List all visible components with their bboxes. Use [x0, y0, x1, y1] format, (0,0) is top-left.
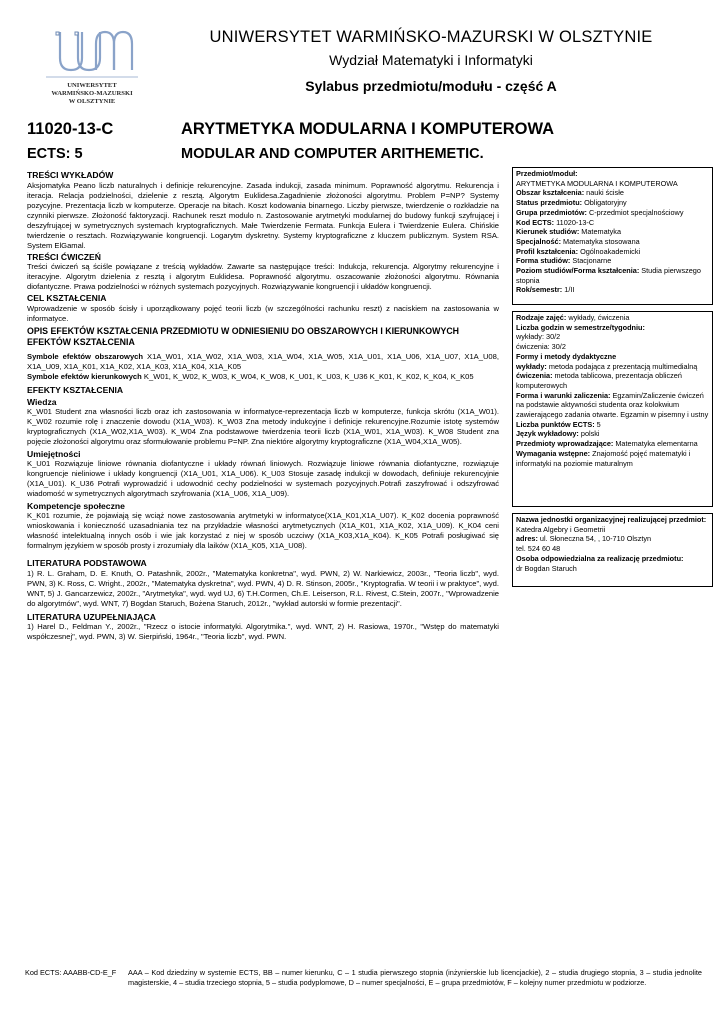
- status-row: [516, 198, 709, 208]
- classes-label: Rodzaje zajęć:: [516, 313, 567, 322]
- study-form-row: [516, 256, 709, 266]
- unit-value: Katedra Algebry i Geometrii: [516, 524, 606, 534]
- lectures-text: Aksjomatyka Peano liczb naturalnych i definicje rekurencyjne. Zasada indukcji, zasada minimum. Poprawność algorytmu. Rekurencja i iteracja. Relacja podzielności, dzielenie z resztą. Algorytm Euklidesa.Zagadnienie złożoności algorytmu. Problem P=NP? Systemy pozycyjne. Prezentacja liczb w komputerze. Operacje na bitach. Koszt kodowania binarnego. Liczby pierwsze, twierdzenie o rozkładzie na czynniki pierwsze. Złożoność faktoryzacji. Rachunek reszt modulo n. Zastosowanie arytmetyki modularnej do budowy funkcji szyfrującej i deszyfrującej w symetrycznych systemach kryptograficznych. Małe Twierdzenie Fermata. Funkcja Eulera i Twierdzenie Eulera. Chińskie twierdzenie o resztach. Rozwiązywanie kongruencji. Logarytm dyskretny. Systemy kryptograficzne z kluczem publicznym. System RSA. System ElGamal.: [27, 180, 499, 250]
- literature-basic-text: 1) R. L. Graham, D. E. Knuth, O. Patashnik, 2002r., "Matematyka konkretna", wyd. PWN, 2) W. Narkiewicz, 2003r., "Teoria liczb", wyd. PWN, 3) K. Ross, C. Wright., 2002r., "Matematyka dyskretna", wyd. PWN, 4) D. R. Stinson, 2005r., "Kryptografia. W teorii i w praktyce", wyd. WNT, 5) J. Gancarzewicz, 2002r., "Arytmetyka", wyd. wyd UJ, 6) T.H.Cormen, Ch.E. Leiserson, R.L. Rivest, C.Stein, 2007r., "Wprowadzenie do algorytmów", wyd. WNT, 7) Bogdan Staruch, Bożena Staruch, 2012r., "wykład autorski w formie prezentacji".: [27, 568, 499, 608]
- level-row: [516, 266, 709, 285]
- methods-label: Formy i metody dydaktyczne: [516, 351, 617, 361]
- subject-value: ARYTMETYKA MODULARNA I KOMPUTEROWA: [516, 178, 678, 188]
- direction-effects-text: K_W01, K_W02, K_W03, K_W04, K_W08, K_U01, K_U03, K_U36 K_K01, K_K02, K_K04, K_K05: [141, 371, 474, 381]
- social-text: K_K01 rozumie, że pojawiają się wciąż nowe zastosowania arytmetyki w informatyce(X1A_K01,X1A_U07). K_K02 docenia poprawność wnioskowania i konieczność uzasadniania tez na przykładzie własności arytmetycznych (X1A_K01, X1A_K02, X1A_U09). K_K04 ceni własność intelektualną innych osób i wie jak korzystać z niej w sposób uczciwy (X1A_K03,X1A_K04). K_K05 Potrafi posługiwać się formalnym językiem w sposób prosty i zrozumiały dla laików (X1A_K05, X1A_U08).: [27, 511, 499, 550]
- skills-text: K_U01 Rozwiązuje liniowe równania diofantyczne i układy równań liniowych. Rozwiązuje liniowe równania diofantyczne, rozwiązuje kongruencje nieliniowe i układy kongruencji (X1A_U01, X1A_U06). K_U03 Stosuje zasadę indukcji w dowodach, definiuje rekurencyjnie (X1A_U01). K_U36 Potrafi wyprowadzić i udowodnić cechy podzielności w systemach pozycyjnych.Potrafi zaszyfrować i odszyfrować wiadomość w symetrycznych algorytmach szyfrowania (X1A_U06, X1A_U09).: [27, 459, 499, 498]
- unit-info-box: [512, 513, 713, 587]
- group-value: C-przedmiot specjalnościowy: [586, 207, 684, 217]
- requirements-row: [516, 449, 709, 468]
- intro-subjects-label: Przedmioty wprowadzające:: [516, 439, 614, 449]
- hours-exercises: ćwiczenia: 30/2: [516, 342, 566, 352]
- methods-exercises-row: [516, 371, 709, 390]
- course-info-box: [512, 167, 713, 305]
- language-row: [516, 429, 709, 439]
- direction-effects: [27, 372, 499, 382]
- course-title-pl: ARYTMETYKA MODULARNA I KOMPUTEROWA: [181, 120, 555, 138]
- ects-points-value: 5: [594, 419, 601, 429]
- methods-lectures-value: metoda podająca z prezentacją multimedialną: [546, 361, 698, 371]
- year-value: 1/II: [562, 285, 575, 295]
- specialty-label: Specjalność:: [516, 236, 562, 246]
- main-content: [27, 169, 499, 642]
- exercises-text: Treści ćwiczeń są ściśle powiązane z treścią wykładów. Zawarte sa następujące treści: Indukcja, rekurencja. Algorytmy rekurencyjne i iteracyjne. Algorytm dzielenia z resztą i algorytm Euklidesa. Poprawność algorytmu. oszacowanie złożoności algorytmu. Równania diofantyczne. Prawa podzielności w różnych systemach pozycyjnych. Rozwiązywanie kongruencji i układów kongruencji.: [27, 262, 499, 291]
- responsible-person-value: dr Bogdan Staruch: [516, 563, 577, 573]
- ects-points-label: Liczba punktów ECTS:: [516, 419, 595, 429]
- classes-info-box: [512, 311, 713, 507]
- language-label: Język wykładowy:: [516, 429, 579, 439]
- subject-label: Przedmiot/moduł:: [516, 169, 578, 178]
- profile-label: Profil kształcenia:: [516, 246, 579, 256]
- credit-label: Forma i warunki zaliczenia:: [516, 390, 611, 400]
- group-label: Grupa przedmiotów:: [516, 207, 587, 217]
- literature-basic-heading: LITERATURA PODSTAWOWA: [27, 558, 147, 568]
- unit-label: Nazwa jednostki organizacyjnej realizującej przedmiot:: [516, 515, 707, 524]
- intro-subjects-value: Matematyka elementarna: [613, 439, 698, 449]
- logo-line-3: W OLSZTYNIE: [68, 98, 116, 105]
- study-form-label: Forma studiów:: [516, 256, 571, 266]
- address-label: adres:: [516, 534, 538, 544]
- methods-lectures-row: [516, 362, 709, 372]
- ects-points-row: [516, 420, 709, 430]
- ects-points: ECTS: 5: [27, 146, 83, 162]
- hours-lectures: wykłady: 30/2: [516, 332, 561, 342]
- goal-heading: CEL KSZTAŁCENIA: [27, 293, 107, 303]
- logo-line-1: UNIWERSYTET: [67, 82, 117, 89]
- credit-row: [516, 391, 709, 420]
- effects-heading: EFEKTY KSZTAŁCENIA: [27, 384, 124, 395]
- university-name: UNIWERSYTET WARMIŃSKO-MAZURSKI W OLSZTYNIE: [209, 28, 653, 46]
- ects-code-row: [516, 218, 709, 228]
- footer-code-legend-label: Kod ECTS: AAABB-CD-E_F: [25, 968, 117, 977]
- skills-heading: Umiejętności: [27, 449, 81, 459]
- literature-extra-heading: LITERATURA UZUPEŁNIAJĄCA: [27, 611, 156, 622]
- course-title-en: MODULAR AND COMPUTER ARITHEMETIC.: [181, 146, 484, 162]
- status-value: Obligatoryjny: [582, 198, 627, 208]
- credit-value: Egzamin/Zaliczenie ćwiczeń na podstawie aktywności studenta oraz kolokwium zawierającego zadania otwarte. Egzamin w pisemny i ustny: [516, 390, 709, 420]
- intro-subjects-row: [516, 439, 709, 449]
- literature-extra-text: 1) Harel D., Feldman Y., 2002r., "Rzecz o istocie informatyki. Algorytmika.", wyd. WNT, 2) H. Rasiowa, 1970r., "Wstęp do matematyki współczesnej", wyd. PWN, 3) W. Sierpiński, 1964r., "Teoria liczb", wyd. PWN.: [27, 622, 499, 641]
- study-form-value: Stacjonarne: [570, 256, 612, 266]
- course-code: 11020-13-C: [27, 120, 114, 138]
- language-value: polski: [578, 429, 600, 439]
- year-label: Rok/semestr:: [516, 285, 563, 295]
- ects-code-label: Kod ECTS:: [516, 217, 555, 227]
- area-label: Obszar kształcenia:: [516, 188, 585, 198]
- profile-row: [516, 247, 709, 257]
- exercises-heading: TREŚCI ĆWICZEŃ: [27, 251, 101, 262]
- level-label: Poziom studiów/Forma kształcenia:: [516, 266, 640, 276]
- phone: tel. 524 60 48: [516, 544, 561, 554]
- ects-code-value: 11020-13-C: [554, 217, 595, 227]
- hours-label: Liczba godzin w semestrze/tygodniu:: [516, 322, 645, 332]
- field-label: Kierunek studiów:: [516, 227, 580, 237]
- level-value: Studia pierwszego stopnia: [516, 266, 701, 285]
- lectures-heading: TREŚCI WYKŁADÓW: [27, 170, 114, 180]
- methods-exercises-value: metoda tablicowa, prezentacja obliczeń komputerowych: [516, 371, 682, 390]
- methods-lectures-label: wykłady:: [516, 361, 547, 371]
- status-label: Status przedmiotu:: [516, 198, 583, 208]
- field-row: [516, 227, 709, 237]
- area-row: [516, 188, 709, 198]
- specialty-value: Matematyka stosowana: [561, 236, 640, 246]
- profile-value: Ogólnoakademicki: [578, 246, 641, 256]
- footer-code-legend: AAA – Kod dziedziny w systemie ECTS, BB – numer kierunku, C – 1 studia pierwszego stopnia (inżynierskie lub licencjackie), 2 – studia drugiego stopnia, 3 – studia jednolite magisterskie, 4 – studia trzeciego stopnia, 5 – studia podyplomowe, D – numer specjalności, E – grupa przedmiotów, F – kolejny numer przedmiotu w podziorze.: [128, 968, 702, 987]
- field-value: Matematyka: [579, 227, 622, 237]
- area-effects-text: X1A_W01, X1A_W02, X1A_W03, X1A_W04, X1A_W05, X1A_U01, X1A_U06, X1A_U07, X1A_U08, X1A_U09, X1A_K01, X1A_K02, X1A_K03, X1A_K04, X1A_K05: [27, 351, 499, 371]
- requirements-label: Wymagania wstępne:: [516, 448, 591, 458]
- address-row: [516, 534, 709, 544]
- syllabus-title: Sylabus przedmiotu/modułu - część A: [305, 78, 557, 94]
- knowledge-heading: Wiedza: [27, 397, 57, 407]
- area-effects: [27, 352, 499, 372]
- area-effects-label: Symbole efektów obszarowych: [27, 351, 144, 361]
- area-value: nauki ścisłe: [584, 188, 624, 198]
- logo-line-2: WARMIŃSKO-MAZURSKI: [51, 90, 133, 97]
- group-row: [516, 208, 709, 218]
- responsible-person-label: Osoba odpowiedzialna za realizację przedmiotu:: [516, 553, 684, 563]
- direction-effects-label: Symbole efektów kierunkowych: [27, 371, 142, 381]
- knowledge-text: K_W01 Student zna własności liczb oraz ich zastosowania w informatyce-reprezentacja liczb w komputerze, funkcja skrótu (X1A_W01). K_W02 rozumie rolę i znaczenie dowodu (X1A_W03). K_W03 Zna metody indukcyjne i definicje rekurencyjne.Rozumie istotę systemów kryptograficznych (X1A_W02,X1A_W03). K_W04 Zna podstawowe twierdzenia teorii liczb (X1A_W01, X1A_W03). K_W08 Student zna pojęcie złożoności algorytmu oraz sformułowanie problemu P=NP. Zna niektóre algorytmy kryptograficzne (X1A_W04,X1A_W05).: [27, 407, 499, 446]
- effects-description-heading: OPIS EFEKTÓW KSZTAŁCENIA PRZEDMIOTU W ODNIESIENIU DO OBSZAROWYCH I KIERUNKOWYCH EFEKTÓW KSZTAŁCENIA: [27, 325, 460, 347]
- classes-row: [516, 313, 709, 323]
- logo-caption: [42, 82, 142, 106]
- goal-text: Wprowadzenie w sposób ścisły i uporządkowany pojęć teorii liczb (w szczególności rachunku reszt) z naciskiem na zastosowania w informatyce.: [27, 303, 499, 323]
- year-row: [516, 285, 709, 295]
- faculty-name: Wydział Matematyki i Informatyki: [329, 52, 533, 68]
- requirements-value: Znajomość pojęć matematyki i informatyki na poziomie maturalnym: [516, 448, 691, 468]
- address-value: ul. Słoneczna 54, , 10-710 Olsztyn: [537, 534, 652, 544]
- methods-exercises-label: ćwiczenia:: [516, 371, 553, 381]
- social-heading: Kompetencje społeczne: [27, 501, 125, 511]
- classes-value: wykłady, ćwiczenia: [566, 313, 630, 322]
- specialty-row: [516, 237, 709, 247]
